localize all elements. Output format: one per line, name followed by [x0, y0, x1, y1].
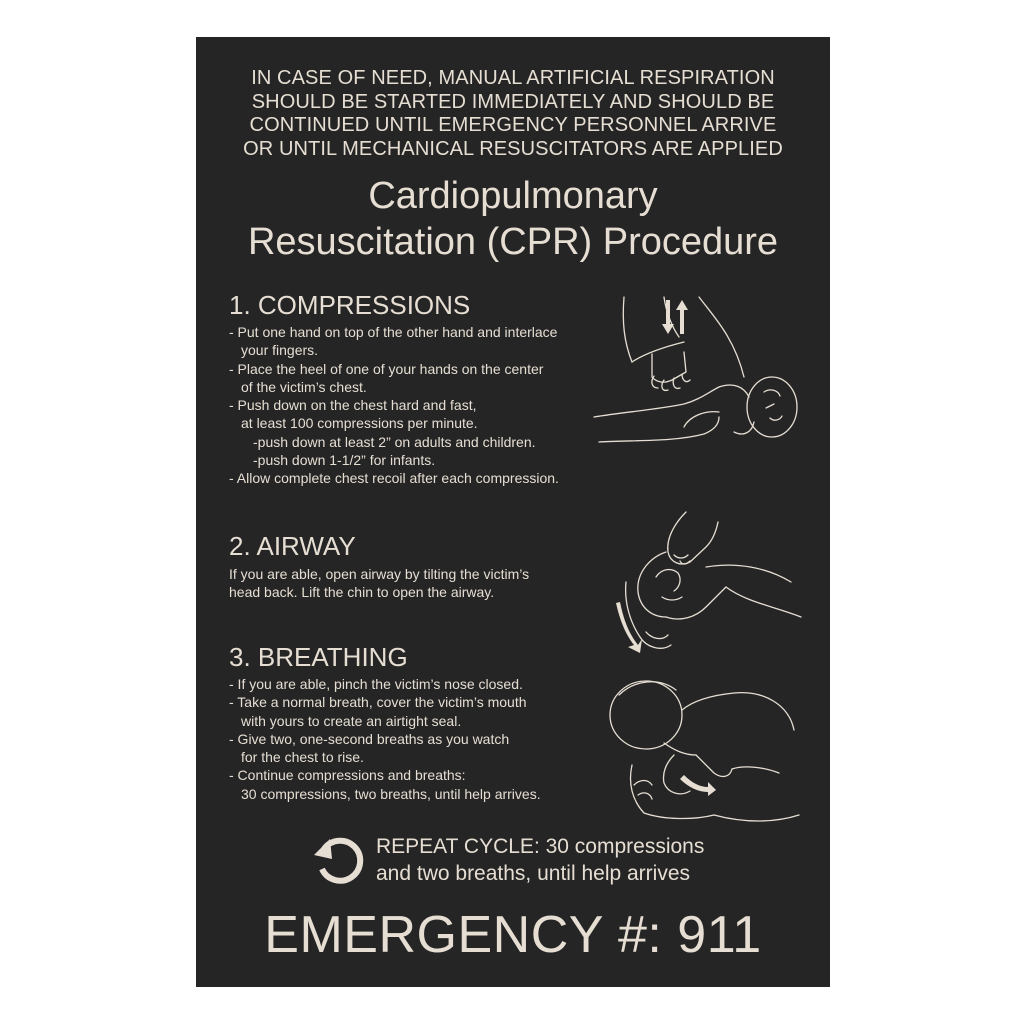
- step-line: - Put one hand on top of the other hand and interlace: [229, 324, 558, 340]
- intro-line: SHOULD BE STARTED IMMEDIATELY AND SHOULD BE: [251, 90, 775, 113]
- breathing-steps: [229, 675, 541, 803]
- breathing-heading: 3. BREATHING: [229, 642, 408, 672]
- step-line: at least 100 compressions per minute.: [241, 415, 478, 432]
- step-line: 30 compressions, two breaths, until help arrives.: [241, 785, 541, 802]
- step-line: for the chest to rise.: [241, 749, 364, 766]
- compressions-illustration-icon: [594, 292, 804, 462]
- step-line: your fingers.: [241, 342, 319, 359]
- compressions-steps: [229, 323, 559, 488]
- step-line: -push down 1-1/2” for infants.: [253, 452, 436, 469]
- airway-illustration-icon: [606, 507, 806, 667]
- breathing-illustration-icon: [604, 655, 804, 825]
- press-down-arrow-icon: [662, 300, 674, 334]
- repeat-line-1: REPEAT CYCLE: 30 compressions: [376, 835, 705, 858]
- intro-notice: [196, 67, 830, 161]
- repeat-line-2: and two breaths, until help arrives: [376, 862, 691, 885]
- step-line: - Give two, one-second breaths as you watch: [229, 730, 510, 747]
- step-line: - Push down on the chest hard and fast,: [229, 397, 477, 414]
- intro-line: OR UNTIL MECHANICAL RESUSCITATORS ARE APPLIED: [243, 137, 783, 160]
- step-line: - Place the heel of one of your hands on the center: [229, 360, 544, 377]
- step-line: head back. Lift the chin to open the airway.: [229, 584, 495, 601]
- step-line: -push down at least 2” on adults and children.: [253, 433, 536, 450]
- intro-line: CONTINUED UNTIL EMERGENCY PERSONNEL ARRIVE: [249, 114, 777, 136]
- intro-line: IN CASE OF NEED, MANUAL ARTIFICIAL RESPIRATION: [251, 67, 775, 89]
- step-line: with yours to create an airtight seal.: [241, 712, 462, 729]
- step-line: - If you are able, pinch the victim’s nose closed.: [229, 676, 523, 692]
- step-line: - Take a normal breath, cover the victim’s mouth: [229, 694, 527, 711]
- emergency-number: EMERGENCY #: 911: [264, 906, 762, 964]
- page-title: [196, 173, 830, 265]
- tilt-head-arrow-icon: [616, 602, 642, 653]
- airway-heading: 2. AIRWAY: [229, 531, 356, 561]
- repeat-cycle-icon: [312, 835, 364, 885]
- step-line: If you are able, open airway by tilting the victim’s: [229, 566, 530, 582]
- step-line: of the victim’s chest.: [241, 378, 367, 395]
- title-line-2: Resuscitation (CPR) Procedure: [247, 221, 779, 263]
- step-line: - Allow complete chest recoil after each compression.: [229, 470, 559, 487]
- release-up-arrow-icon: [676, 300, 688, 334]
- title-line-1: Cardiopulmonary: [368, 175, 658, 217]
- compressions-heading: 1. COMPRESSIONS: [229, 290, 471, 320]
- repeat-cycle-text: [376, 833, 704, 887]
- cpr-sign: [196, 37, 830, 987]
- step-line: - Continue compressions and breaths:: [229, 767, 466, 784]
- airway-steps: [229, 565, 529, 602]
